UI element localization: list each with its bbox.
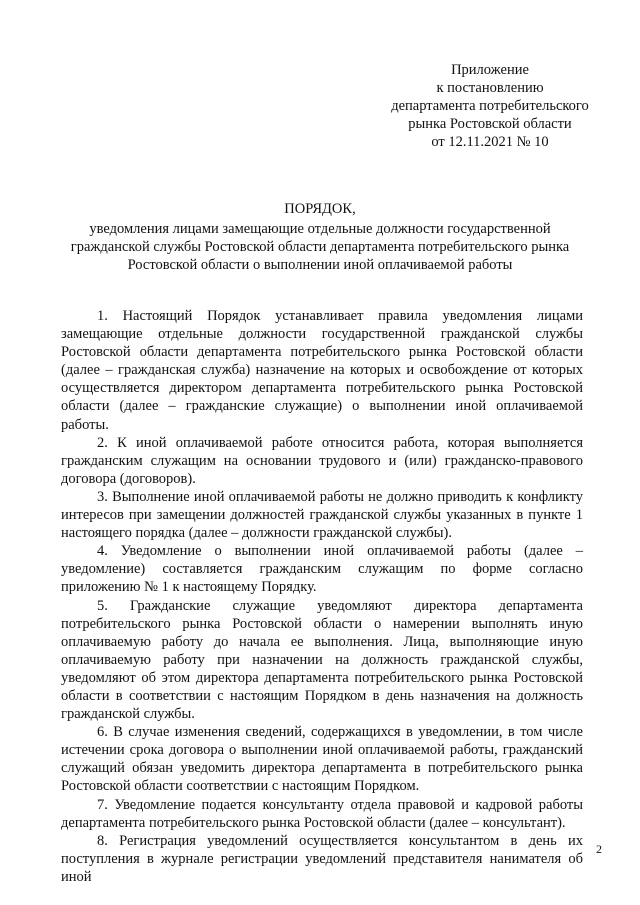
page-number: 2 xyxy=(596,842,602,856)
appendix-line: рынка Ростовской области xyxy=(408,116,572,132)
appendix-line: Приложение xyxy=(451,62,529,78)
appendix-line: департамента потребительского xyxy=(391,98,589,114)
appendix-line: к постановлению xyxy=(436,80,544,96)
paragraph-1: 1. Настоящий Порядок устанавливает правила уведомления лицами замещающие отдельные должности государственной гражданской службы Ростовской области департамента потребительского рынка Ростовской области (далее – гражданская служба) назначение на которых и освобождение от которых осуществляется директором департамента потребительского рынка Ростовской области (далее – гражданские служащие) о выполнении иной оплачиваемой работы. xyxy=(61,308,583,433)
paragraph-8: 8. Регистрация уведомлений осуществляется консультантом в день их поступления в журнале регистрации уведомлений представителя нанимателя об иной xyxy=(61,832,583,885)
paragraph-4: 4. Уведомление о выполнении иной оплачиваемой работы (далее – уведомление) составляется гражданским служащим по форме согласно приложению № 1 к настоящему Порядку. xyxy=(61,543,583,596)
document-subtitle-line: Ростовской области о выполнении иной оплачиваемой работы xyxy=(127,257,513,273)
document-title: ПОРЯДОК, xyxy=(284,201,356,217)
document-body xyxy=(61,307,583,886)
paragraph-2: 2. К иной оплачиваемой работе относится работа, которая выполняется гражданским служащим на основании трудового и (или) гражданско-правового договора (договоров). xyxy=(61,434,583,487)
document-subtitle-line: гражданской службы Ростовской области департамента потребительского рынка xyxy=(70,239,570,255)
paragraph-6: 6. В случае изменения сведений, содержащихся в уведомлении, в том числе истечении срока договора о выполнении иной оплачиваемой работы, гражданский служащий обязан уведомить директора департамента в потребительского рынка Ростовской области соответствии с настоящим Порядком. xyxy=(61,724,583,795)
paragraph-7: 7. Уведомление подается консультанту отдела правовой и кадровой работы департамента потребительского рынка Ростовской области (далее – консультант). xyxy=(61,796,583,831)
appendix-date-line: от 12.11.2021 № 10 xyxy=(431,134,549,150)
document-heading xyxy=(60,200,580,274)
paragraph-3: 3. Выполнение иной оплачиваемой работы не должно приводить к конфликту интересов при замещении должностей гражданской службы указанных в пункте 1 настоящего порядка (далее – должности гражданской службы). xyxy=(61,488,583,542)
appendix-header xyxy=(360,61,620,151)
document-subtitle-line: уведомления лицами замещающие отдельные должности государственной xyxy=(89,221,551,237)
paragraph-5: 5. Гражданские служащие уведомляют директора департамента потребительского рынка Ростовской области о намерении выполнять иную оплачиваемую работу до начала ее выполнения. Лица, выполняющие иную оплачиваемую работу при назначении на должность гражданской службы, уведомляют об этом директора департамента потребительского рынка Ростовской области в соответствии с настоящим Порядком в день назначения на должность гражданской службы. xyxy=(61,597,583,723)
